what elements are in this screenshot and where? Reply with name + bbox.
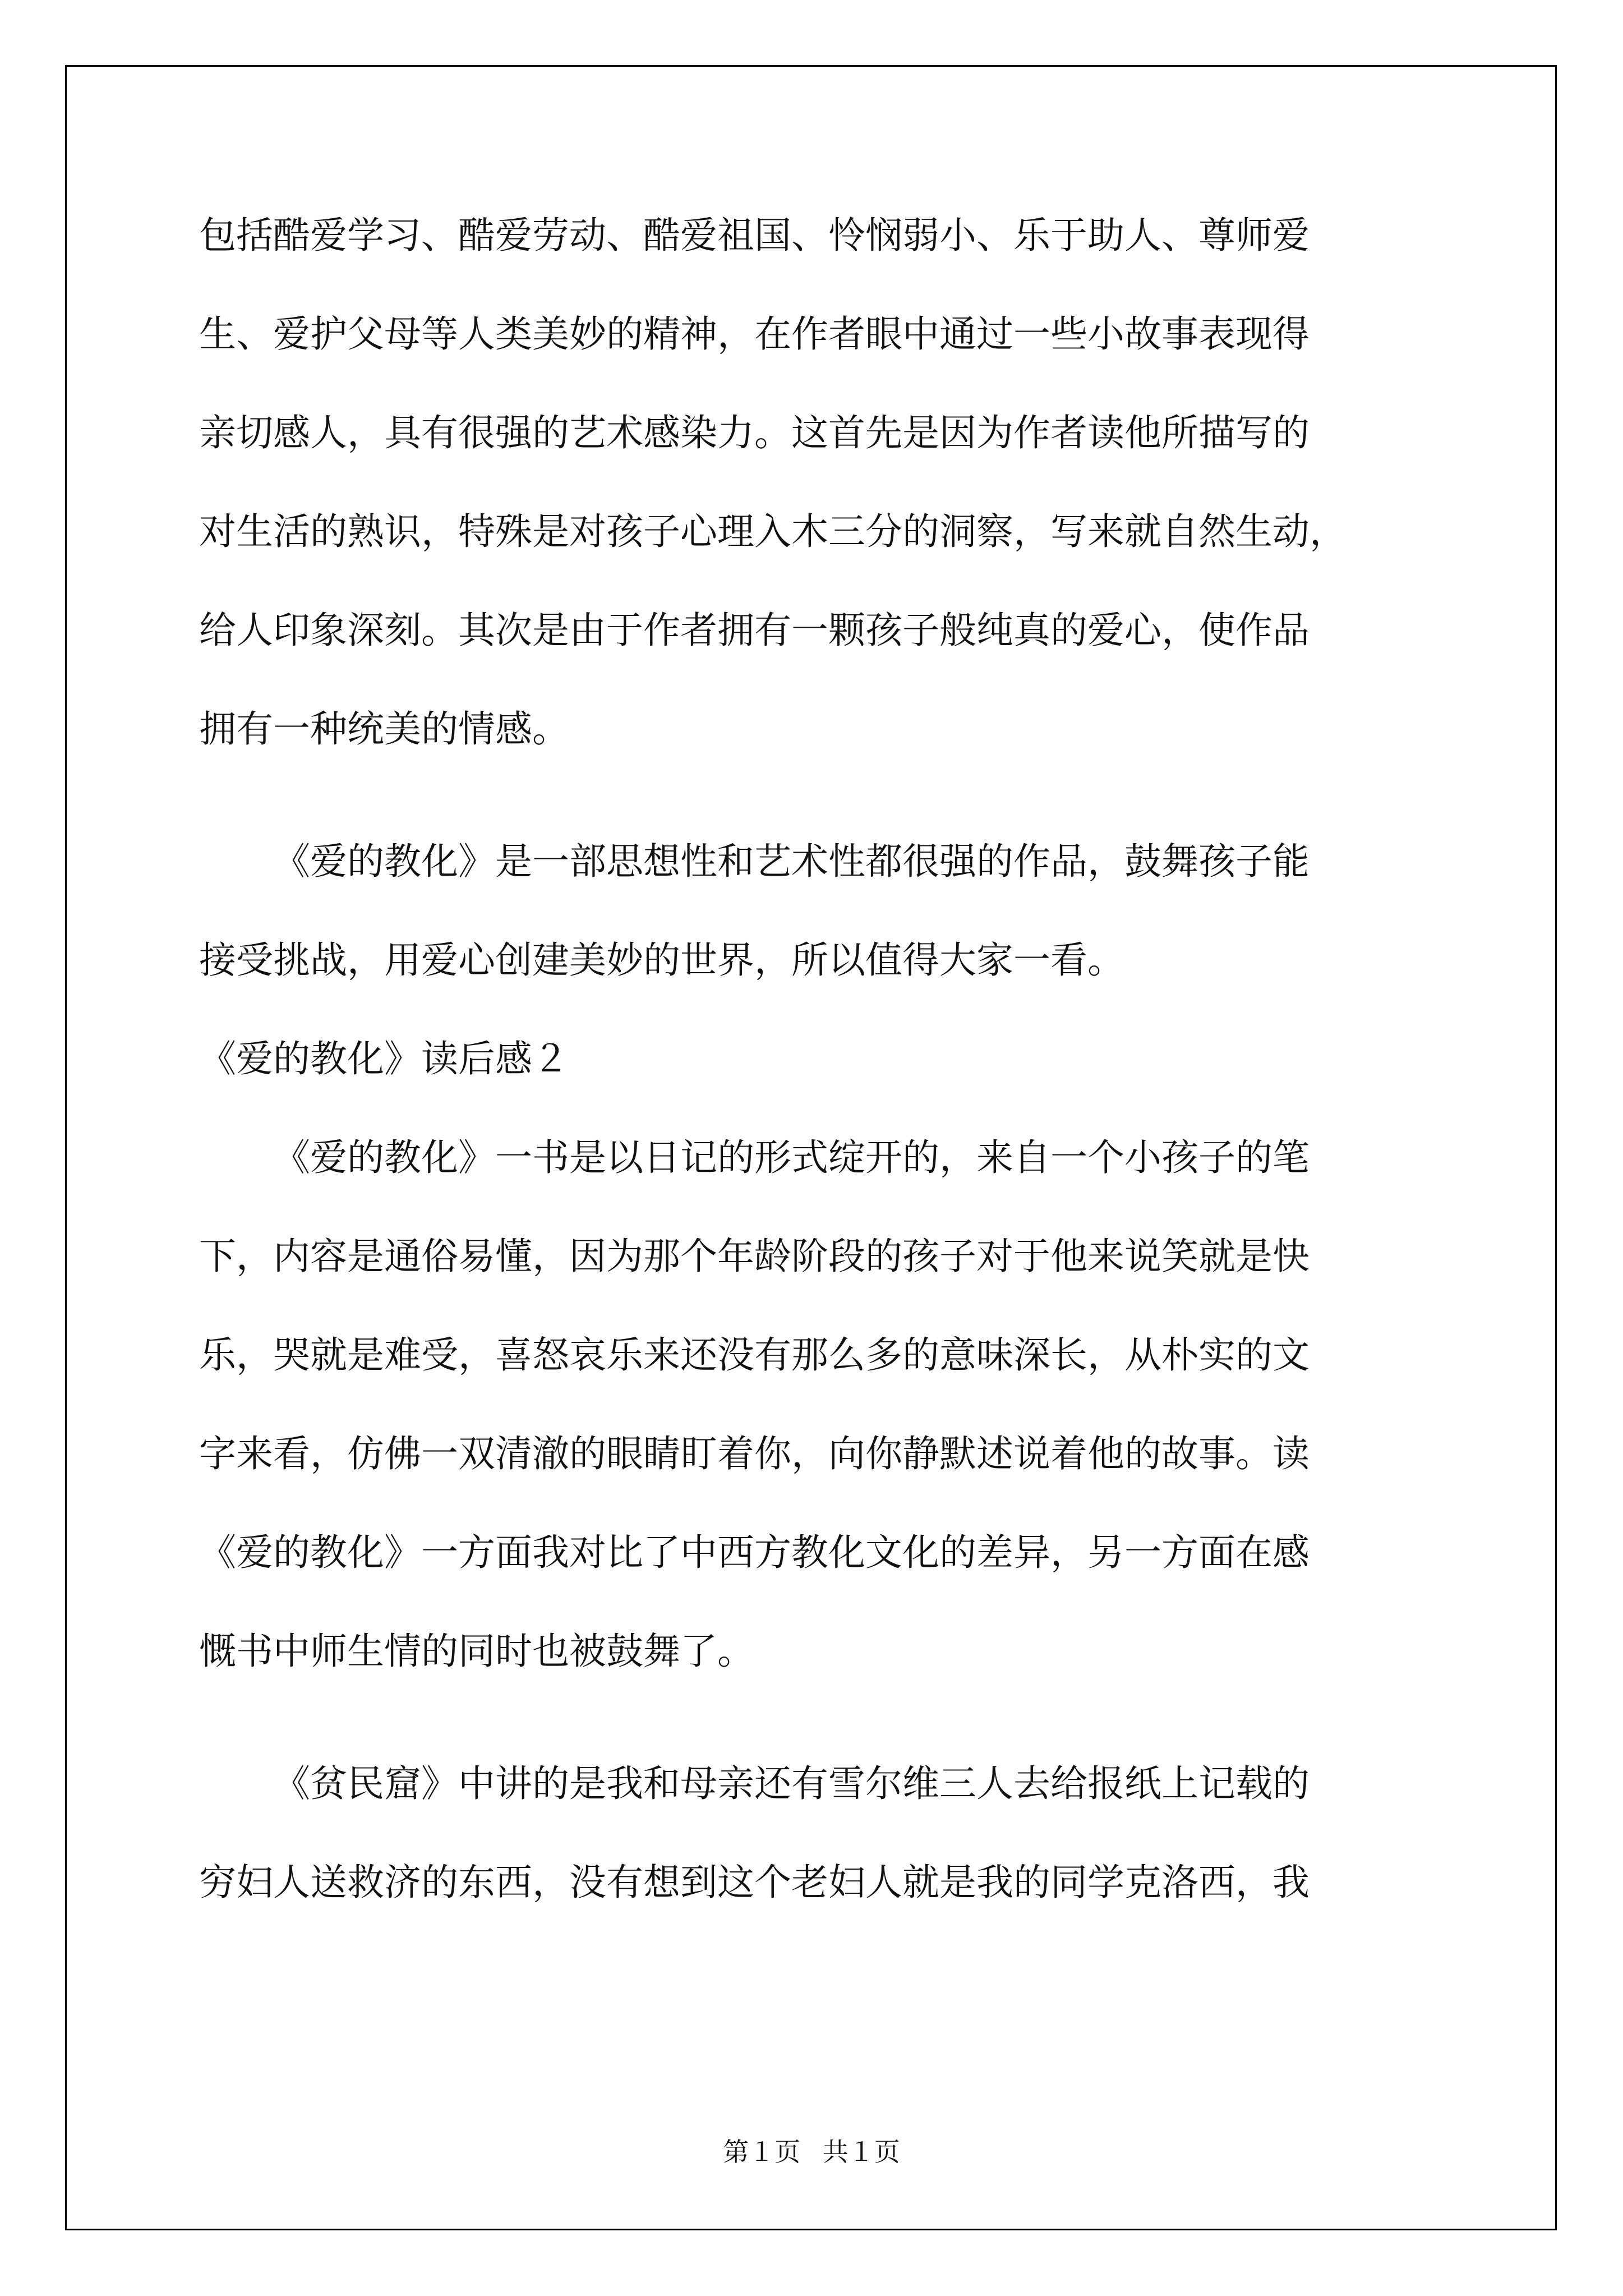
paragraph-line: 下，内容是通俗易懂，因为那个年龄阶段的孩子对于他来说笑就是快 (199, 1235, 1310, 1278)
paragraph-1 (199, 213, 1433, 806)
document-body (199, 213, 1433, 1959)
paragraph-line: 拥有一种统美的情感。 (199, 707, 569, 751)
paragraph-line: 亲切感人，具有很强的艺术感染力。这首先是因为作者读他所描写的 (199, 411, 1310, 454)
paragraph-2 (199, 839, 1433, 1037)
paragraph-line: 包括酷爱学习、酷爱劳动、酷爱祖国、怜悯弱小、乐于助人、尊师爱 (199, 214, 1310, 257)
paragraph-line: 《爱的教化》一方面我对比了中西方教化文化的差异，另一方面在感 (199, 1531, 1310, 1574)
paragraph-4 (199, 1761, 1433, 1959)
paragraph-line: 穷妇人送救济的东西，没有想到这个老妇人就是我的同学克洛西，我 (199, 1861, 1310, 1904)
paragraph-line: 给人印象深刻。其次是由于作者拥有一颗孩子般纯真的爱心，使作品 (199, 609, 1310, 652)
paragraph-3 (199, 1135, 1433, 1728)
paragraph-line: 慨书中师生情的同时也被鼓舞了。 (199, 1630, 754, 1673)
paragraph-line: 生、爱护父母等人类美妙的精神，在作者眼中通过一些小故事表现得 (199, 312, 1310, 356)
paragraph-line: 《贫民窟》中讲的是我和母亲还有雪尔维三人去给报纸上记载的 (273, 1762, 1310, 1805)
page-number: 第１页 (723, 2138, 801, 2166)
paragraph-gap (199, 806, 1433, 839)
paragraph-gap (199, 1728, 1433, 1761)
paragraph-line: 《爱的教化》一书是以日记的形式绽开的，来自一个小孩子的笔 (273, 1136, 1310, 1179)
paragraph-line: 乐，哭就是难受，喜怒哀乐来还没有那么多的意味深长，从朴实的文 (199, 1333, 1310, 1377)
paragraph-line: 《爱的教化》是一部思想性和艺术性都很强的作品，鼓舞孩子能 (273, 840, 1310, 883)
paragraph-line: 字来看，仿佛一双清澈的眼睛盯着你，向你静默述说着他的故事。读 (199, 1432, 1310, 1475)
paragraph-line: 接受挑战，用爱心创建美妙的世界，所以值得大家一看。 (199, 938, 1124, 982)
section-heading: 《爱的教化》读后感２ (199, 1037, 569, 1080)
page-footer (0, 2132, 1623, 2169)
paragraph-line: 对生活的熟识，特殊是对孩子心理入木三分的洞察，写来就自然生动， (199, 510, 1347, 553)
page-total: 共１页 (822, 2138, 900, 2166)
